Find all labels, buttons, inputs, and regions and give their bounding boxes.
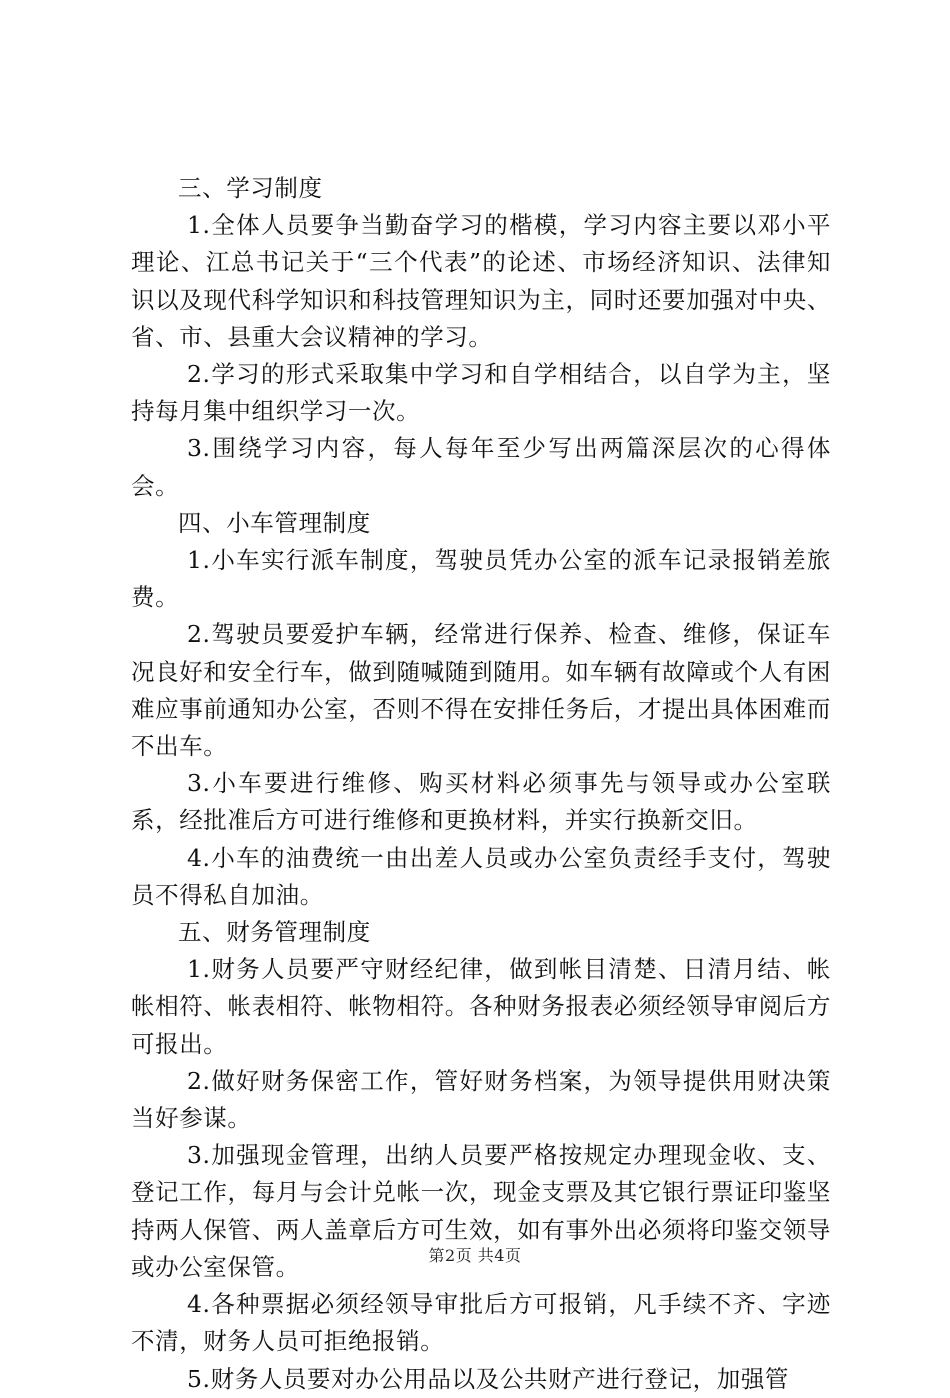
page-number-footer: 第2页 共4页 xyxy=(428,1246,522,1265)
vehicle-item-1: 1.小车实行派车制度，驾驶员凭办公室的派车记录报销差旅费。 xyxy=(131,546,831,612)
finance-item-3: 3.加强现金管理，出纳人员要严格按规定办理现金收、支、登记工作，每月与会计兑帐一次，现金支票及其它银行票证印鉴坚持两人保管、两人盖章后方可生效，如有事外出必须将印鉴交领导或办公室保管。 xyxy=(131,1141,831,1281)
section-heading-finance: 五、财务管理制度 xyxy=(178,918,371,947)
section-heading-vehicle: 四、小车管理制度 xyxy=(178,508,371,537)
study-item-2: 2.学习的形式采取集中学习和自学相结合，以自学为主，坚持每月集中组织学习一次。 xyxy=(131,360,831,426)
finance-item-5: 5.财务人员要对办公用品以及公共财产进行登记，加强管 xyxy=(187,1364,790,1393)
finance-item-2: 2.做好财务保密工作，管好财务档案，为领导提供用财决策当好参谋。 xyxy=(131,1066,831,1133)
study-item-1: 1.全体人员要争当勤奋学习的楷模，学习内容主要以邓小平理论、江总书记关于“三个代表”的论述、市场经济知识、法律知识以及现代科学知识和科技管理知识为主，同时还要加强对中央、省、市、县重大会议精神的学习。 xyxy=(131,211,831,351)
document-body xyxy=(131,170,831,1398)
vehicle-item-4: 4.小车的油费统一由出差人员或办公室负责经手支付，驾驶员不得私自加油。 xyxy=(131,843,831,909)
vehicle-item-3: 3.小车要进行维修、购买材料必须事先与领导或办公室联系，经批准后方可进行维修和更换材料，并实行换新交旧。 xyxy=(131,769,831,835)
finance-item-4: 4.各种票据必须经领导审批后方可报销，凡手续不齐、字迹不清，财务人员可拒绝报销。 xyxy=(131,1290,831,1356)
vehicle-item-2: 2.驾驶员要爱护车辆，经常进行保养、检查、维修，保证车况良好和安全行车，做到随喊随到随用。如车辆有故障或个人有困难应事前通知办公室，否则不得在安排任务后，才提出具体困难而不出车。 xyxy=(131,620,831,761)
finance-item-1: 1.财务人员要严守财经纪律，做到帐目清楚、日清月结、帐帐相符、帐表相符、帐物相符。各种财务报表必须经领导审阅后方可报出。 xyxy=(131,955,831,1058)
study-item-3: 3.围绕学习内容，每人每年至少写出两篇深层次的心得体会。 xyxy=(131,434,831,500)
section-heading-study: 三、学习制度 xyxy=(178,174,323,202)
